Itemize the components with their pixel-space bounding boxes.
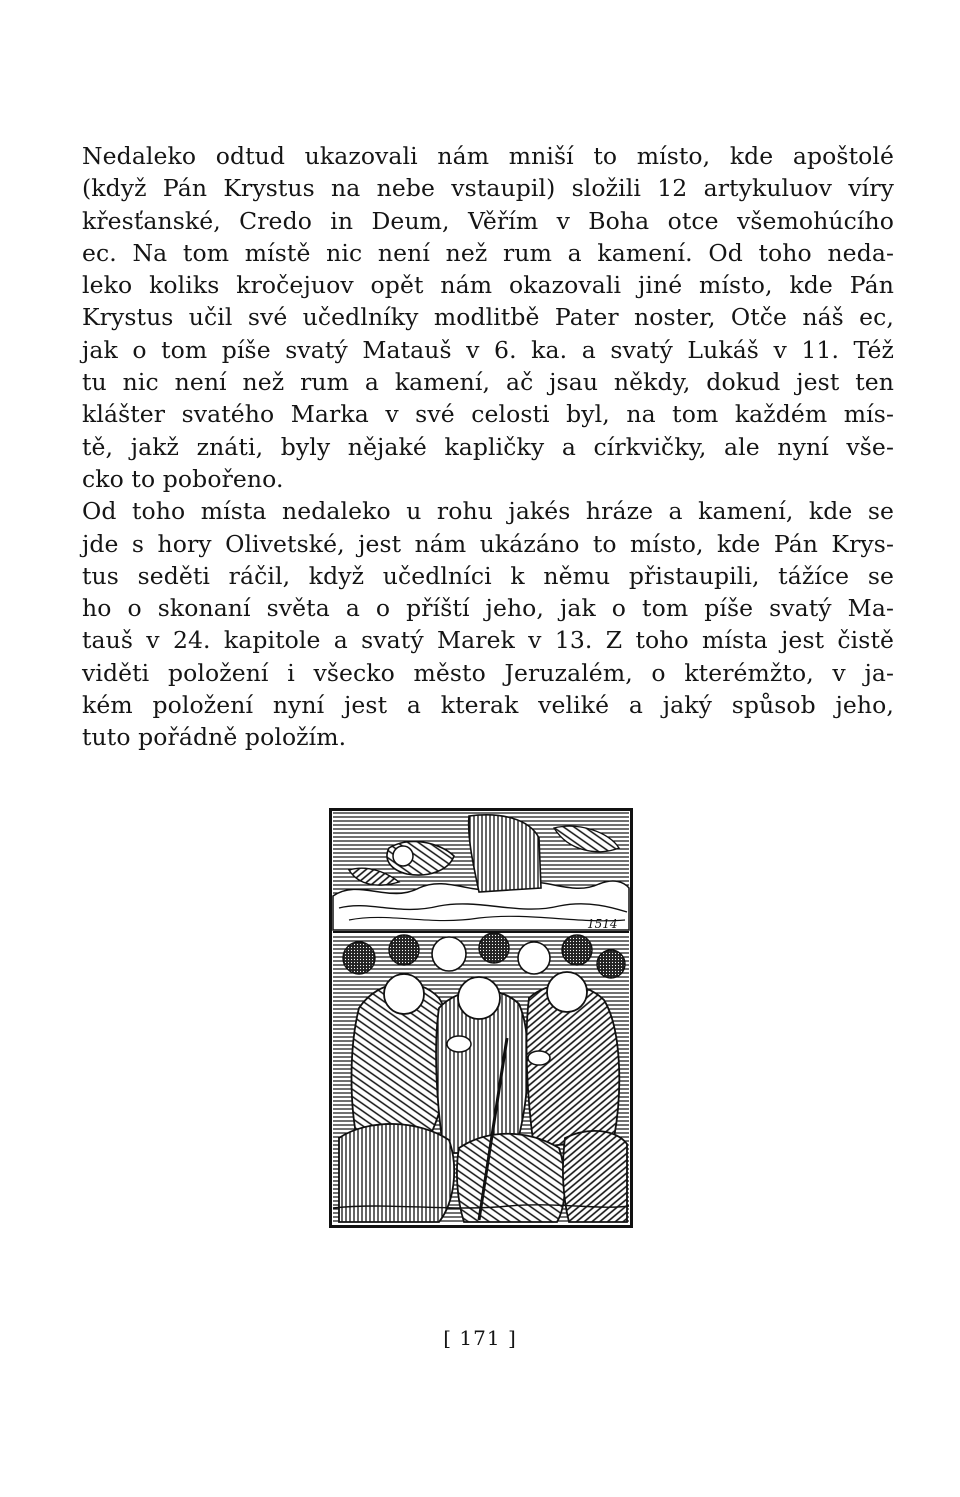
text-line: jde s hory Olivetské, jest nám ukázáno to místo, kde Pán Krys-	[82, 529, 894, 558]
text-line: tě, jakž znáti, byly nějaké kapličky a církvičky, ale nyní vše-	[82, 432, 894, 461]
cloud-scene	[333, 812, 629, 930]
woodcut-svg	[329, 808, 633, 1228]
text-line: leko koliks kročejuov opět nám okazovali jiné místo, kde Pán	[82, 271, 894, 300]
paragraph-2	[82, 495, 894, 753]
body-text	[82, 140, 894, 754]
text-line: viděti položení i všecko město Jeruzalém, o kterémžto, v ja-	[82, 658, 894, 687]
text-line: tuto pořádně položím.	[82, 723, 347, 752]
text-line: ho o skonaní světa a o příští jeho, jak o tom píše svatý Ma-	[82, 594, 894, 623]
text-line: tauš v 24. kapitole a svatý Marek v 13. Z toho místa jest čistě	[82, 626, 894, 655]
text-line: klášter svatého Marka v své celosti byl, na tom každém mís-	[82, 400, 894, 429]
paragraph-1	[82, 140, 894, 495]
text-line: kém položení nyní jest a kterak veliké a jaký spůsob jeho,	[82, 691, 894, 720]
text-line: ec. Na tom místě nic není než rum a kamení. Od toho neda-	[82, 238, 894, 267]
text-line: křesťanské, Credo in Deum, Věřím v Boha otce všemohúcího	[82, 206, 894, 235]
text-line: Nedaleko odtud ukazovali nám mniší to místo, kde apoštolé	[82, 142, 894, 170]
text-line: (když Pán Krystus na nebe vstaupil) složili 12 artykuluov víry	[82, 174, 894, 203]
text-line: Od toho místa nedaleko u rohu jakés hráze a kamení, kde se	[82, 497, 894, 526]
text-line: jak o tom píše svatý Matauš v 6. ka. a svatý Lukáš v 11. Též	[82, 335, 894, 364]
text-line: tus seděti ráčil, když učedlníci k němu přistaupili, tážíce se	[82, 561, 894, 590]
page-number: [ 171 ]	[443, 1326, 517, 1350]
text-line: cko to pobořeno.	[82, 464, 284, 493]
woodcut-date-mark: 1514	[587, 917, 618, 931]
woodcut-illustration	[329, 808, 633, 1228]
text-line: Krystus učil své učedlníky modlitbě Pater noster, Otče náš ec,	[82, 303, 894, 332]
text-line: tu nic není než rum a kamení, ač jsau někdy, dokud jest ten	[82, 368, 894, 397]
apostles-scene	[333, 933, 629, 1224]
